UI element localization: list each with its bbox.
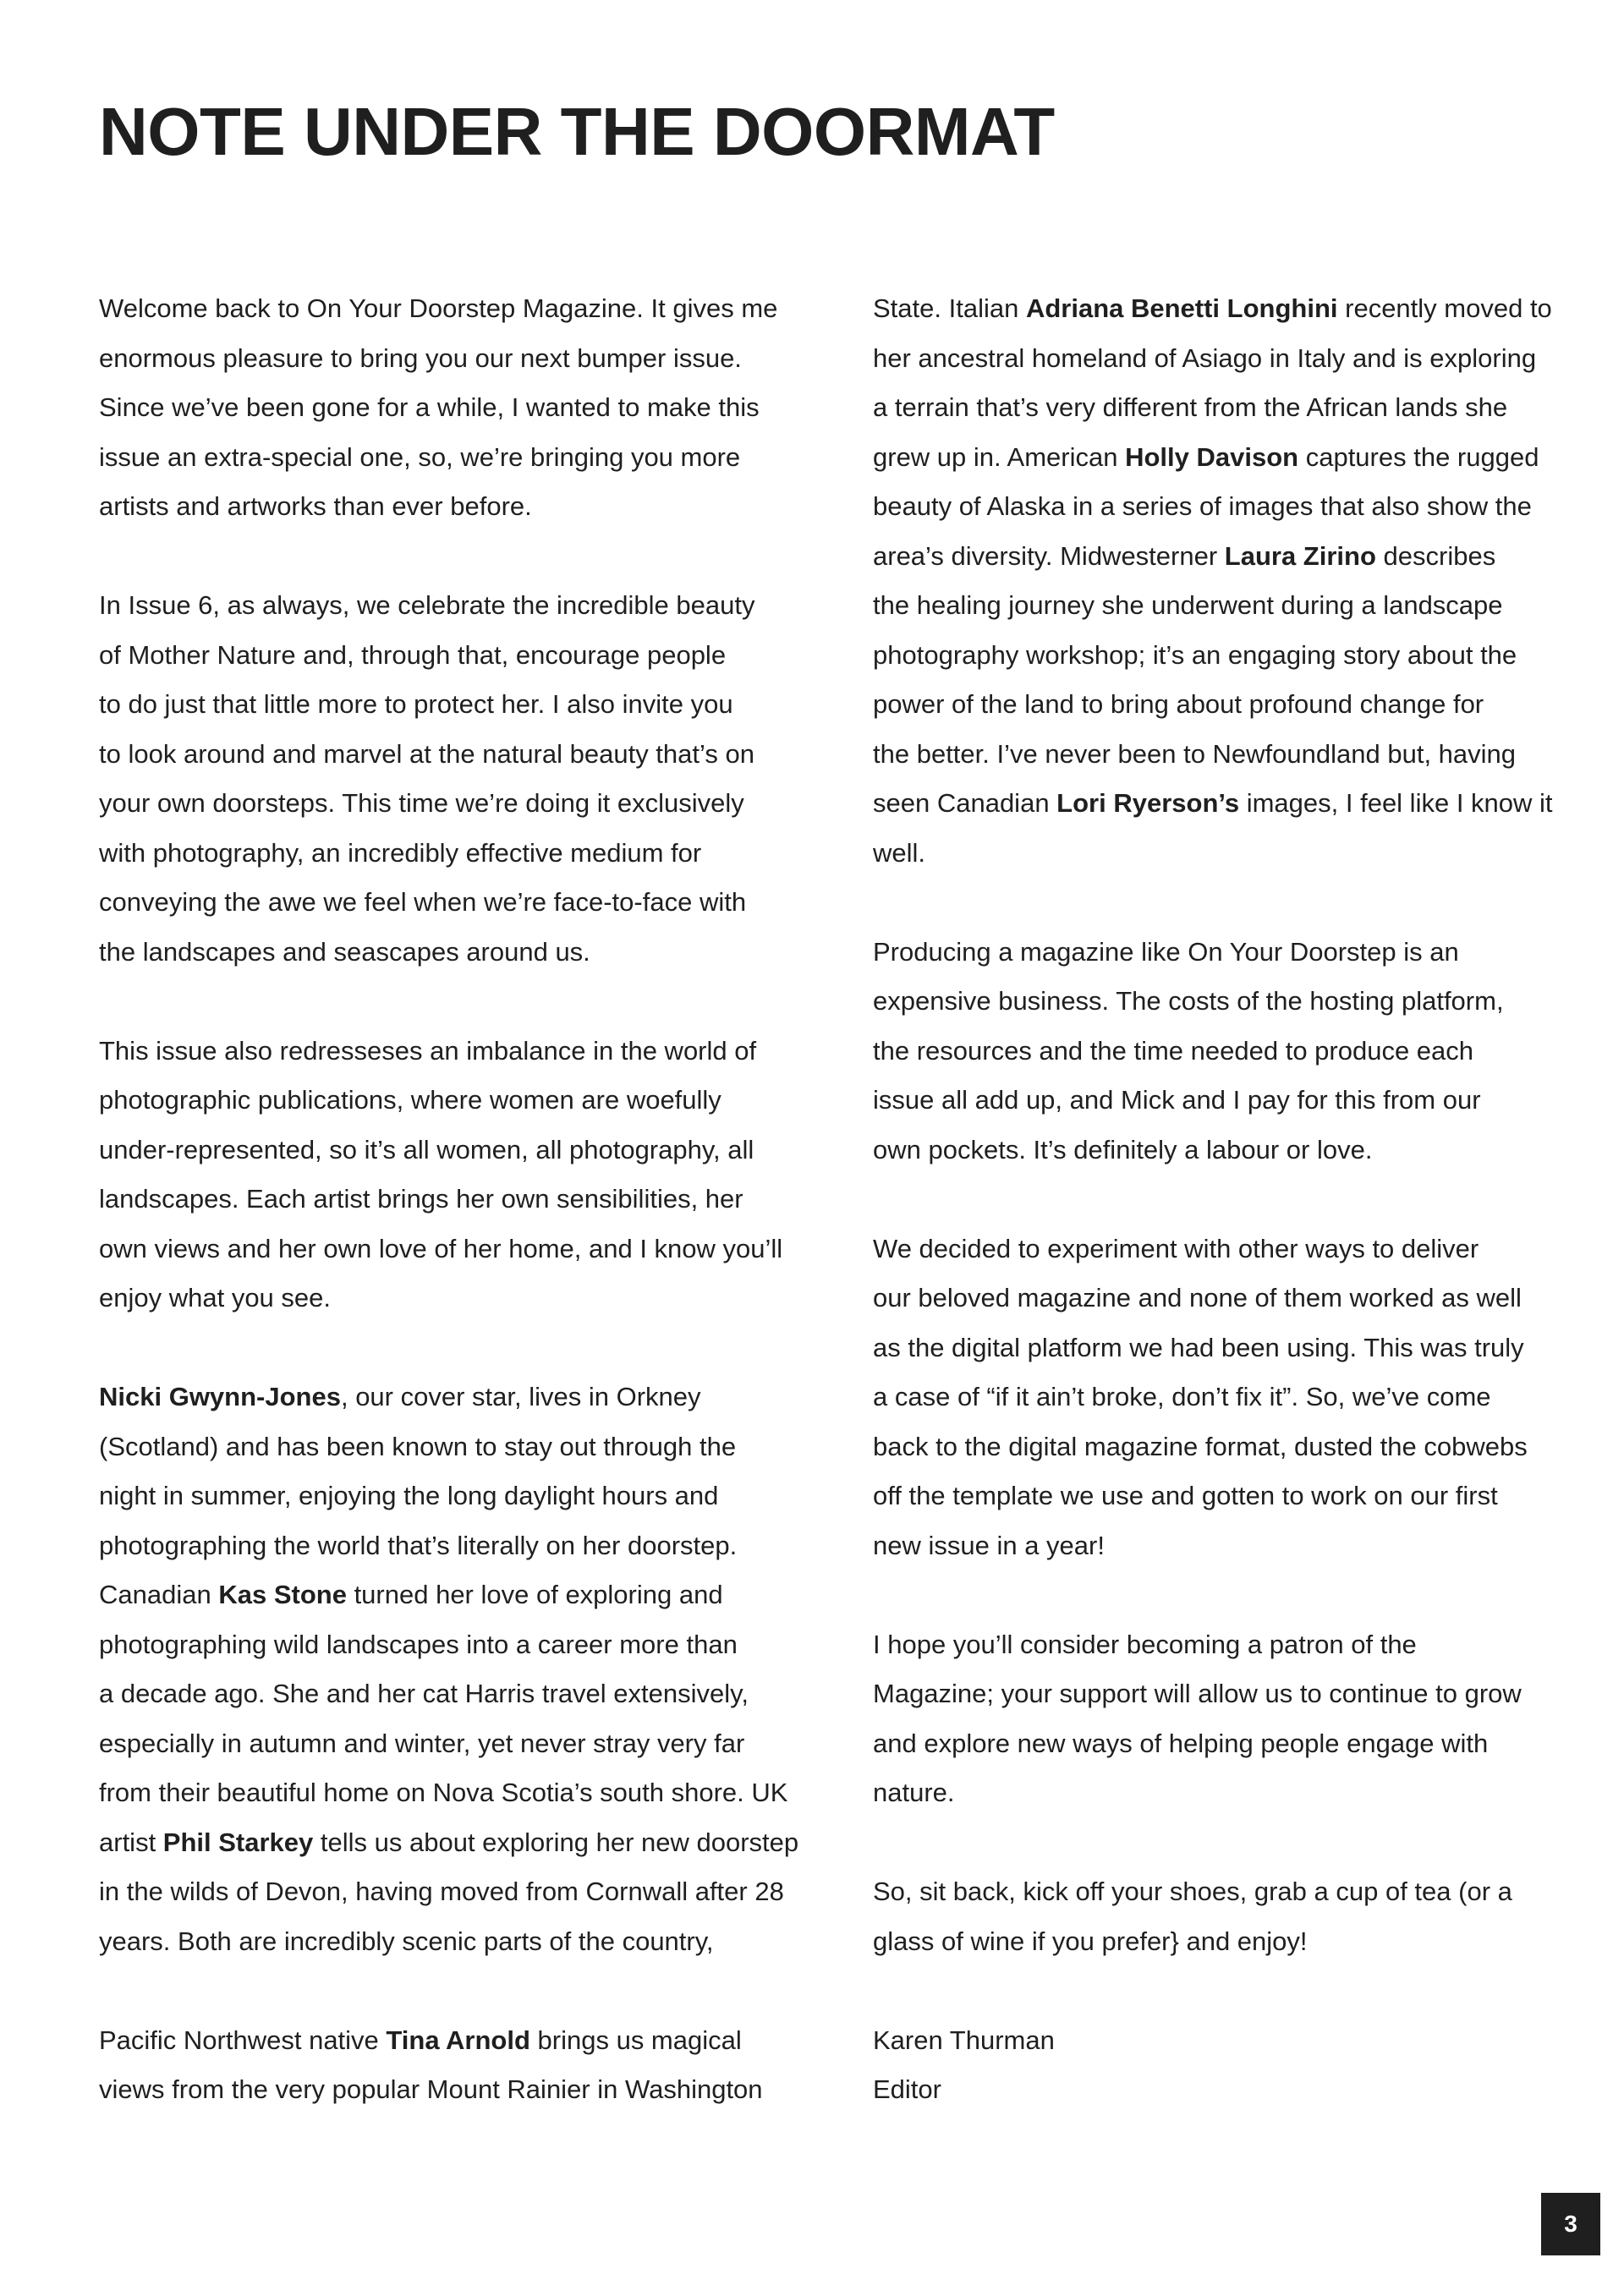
text-line — [873, 532, 1592, 582]
text-line: a terrain that’s very different from the African lands she — [873, 392, 1508, 422]
text-line: new issue in a year! — [873, 1530, 1105, 1560]
text-line — [99, 1570, 818, 1620]
paragraph-enjoy — [873, 1867, 1592, 1966]
text-line: especially in autumn and winter, yet never stray very far — [99, 1728, 745, 1758]
text-line: from their beautiful home on Nova Scotia’s south shore. UK — [99, 1778, 788, 1807]
text-line — [873, 433, 1592, 483]
paragraph-imbalance — [99, 1027, 818, 1323]
paragraph-costs — [873, 928, 1592, 1175]
text-line: Magazine; your support will allow us to continue to grow — [873, 1679, 1522, 1708]
text-line: a decade ago. She and her cat Harris travel extensively, — [99, 1679, 749, 1708]
right-column — [873, 284, 1592, 2115]
text-line — [99, 1373, 818, 1422]
text-line: glass of wine if you prefer} and enjoy! — [873, 1926, 1308, 1956]
paragraph-artists-uk-canada — [99, 1373, 818, 1966]
text-line: enjoy what you see. — [99, 1283, 332, 1312]
text-line: This issue also redresseses an imbalance in the world of — [99, 1035, 757, 1066]
text-span: area’s diversity. Midwesterner — [873, 540, 1225, 571]
text-line: the resources and the time needed to produce each — [873, 1035, 1474, 1066]
text-line — [99, 2016, 818, 2066]
text-line: I hope you’ll consider becoming a patron of the — [873, 1629, 1417, 1659]
text-line: landscapes. Each artist brings her own sensibilities, her — [99, 1184, 743, 1214]
page-number: 3 — [1541, 2193, 1600, 2255]
text-line: years. Both are incredibly scenic parts of the country, — [99, 1926, 714, 1956]
artist-name: Nicki Gwynn-Jones — [99, 1382, 341, 1411]
text-span: recently moved to — [1337, 293, 1552, 323]
text-span: tells us about exploring her new doorstep — [313, 1827, 799, 1857]
paragraph-welcome — [99, 284, 818, 532]
text-line: of Mother Nature and, through that, encourage people — [99, 639, 727, 670]
text-span: describes — [1375, 540, 1496, 571]
text-line: the healing journey she underwent during a landscape — [873, 590, 1503, 620]
text-line: with photography, an incredibly effective medium for — [99, 837, 702, 868]
text-span: Canadian — [99, 1580, 219, 1609]
text-line: views from the very popular Mount Rainier in Washington — [99, 2074, 763, 2104]
text-span: artist — [99, 1827, 163, 1857]
paragraph-pacific-northwest — [99, 2016, 818, 2115]
text-line: photographic publications, where women are woefully — [99, 1085, 721, 1115]
text-span: images, I feel like I know it — [1239, 788, 1553, 818]
text-line: beauty of Alaska in a series of images that also show the — [873, 491, 1532, 521]
text-line: the landscapes and seascapes around us. — [99, 936, 590, 967]
text-line: her ancestral homeland of Asiago in Italy and is exploring — [873, 342, 1537, 373]
text-line: issue an extra-special one, so, we’re bringing you more — [99, 441, 741, 472]
page-title: NOTE UNDER THE DOORMAT — [99, 94, 1055, 169]
text-span: , our cover star, lives in Orkney — [340, 1382, 701, 1411]
text-line: So, sit back, kick off your shoes, grab a cup of tea (or a — [873, 1877, 1512, 1906]
text-span: brings us magical — [529, 2025, 742, 2055]
text-line: Welcome back to On Your Doorstep Magazine. It gives me — [99, 293, 778, 323]
text-line: in the wilds of Devon, having moved from Cornwall after 28 — [99, 1877, 784, 1906]
artist-name: Kas Stone — [218, 1580, 347, 1609]
text-span: grew up in. American — [873, 441, 1126, 472]
text-line: back to the digital magazine format, dusted the cobwebs — [873, 1431, 1528, 1461]
text-span: Pacific Northwest native — [99, 2025, 387, 2055]
text-line: well. — [873, 837, 926, 868]
text-line: issue all add up, and Mick and I pay for this from our — [873, 1085, 1481, 1115]
text-line: as the digital platform we had been using. This was truly — [873, 1332, 1524, 1362]
text-line: off the template we use and gotten to work on our first — [873, 1481, 1498, 1510]
text-line: photographing the world that’s literally on her doorstep. — [99, 1530, 738, 1560]
text-line: conveying the awe we feel when we’re face-to-face with — [99, 887, 747, 917]
text-span: State. Italian — [873, 293, 1026, 323]
text-span: seen Canadian — [873, 788, 1057, 818]
text-line: under-represented, so it’s all women, all photography, all — [99, 1134, 754, 1164]
text-line: your own doorsteps. This time we’re doing it exclusively — [99, 788, 744, 818]
paragraph-issue-6 — [99, 581, 818, 977]
artist-name: Laura Zirino — [1224, 540, 1376, 571]
text-line: (Scotland) and has been known to stay out through the — [99, 1431, 737, 1461]
artist-name: Adriana Benetti Longhini — [1025, 293, 1338, 323]
text-line: our beloved magazine and none of them worked as well — [873, 1283, 1522, 1312]
text-line: to do just that little more to protect her. I also invite you — [99, 689, 733, 719]
paragraph-experiment — [873, 1225, 1592, 1571]
text-line: artists and artworks than ever before. — [99, 491, 532, 521]
text-line: We decided to experiment with other ways to deliver — [873, 1233, 1479, 1263]
paragraph-patron — [873, 1620, 1592, 1818]
text-line: night in summer, enjoying the long daylight hours and — [99, 1481, 719, 1510]
text-line: enormous pleasure to bring you our next bumper issue. — [99, 342, 742, 373]
text-line — [873, 284, 1592, 334]
text-span: turned her love of exploring and — [346, 1580, 723, 1609]
left-column — [99, 284, 818, 2115]
text-line: the better. I’ve never been to Newfoundland but, having — [873, 738, 1517, 769]
paragraph-artists-international — [873, 284, 1592, 878]
text-line: to look around and marvel at the natural beauty that’s on — [99, 738, 754, 769]
text-line: and explore new ways of helping people engage with — [873, 1728, 1489, 1758]
text-line — [873, 779, 1592, 829]
artist-name: Tina Arnold — [386, 2025, 530, 2055]
signature — [873, 2016, 1592, 2115]
text-line: Producing a magazine like On Your Doorstep is an — [873, 936, 1459, 967]
artist-name: Lori Ryerson’s — [1056, 788, 1240, 818]
text-line: power of the land to bring about profound change for — [873, 689, 1484, 719]
text-line: photography workshop; it’s an engaging story about the — [873, 639, 1517, 670]
text-span: captures the rugged — [1298, 441, 1539, 472]
text-line: photographing wild landscapes into a career more than — [99, 1629, 738, 1659]
text-line: Since we’ve been gone for a while, I wanted to make this — [99, 392, 760, 422]
text-line: expensive business. The costs of the hosting platform, — [873, 986, 1504, 1016]
text-line: a case of “if it ain’t broke, don’t fix it”. So, we’ve come — [873, 1382, 1491, 1411]
signature-role: Editor — [873, 2074, 941, 2104]
text-line — [99, 1818, 818, 1868]
text-line: In Issue 6, as always, we celebrate the incredible beauty — [99, 590, 755, 620]
text-line: own pockets. It’s definitely a labour or love. — [873, 1134, 1373, 1164]
artist-name: Phil Starkey — [162, 1827, 314, 1857]
text-line: nature. — [873, 1778, 955, 1807]
text-line: own views and her own love of her home, and I know you’ll — [99, 1233, 783, 1263]
signature-name: Karen Thurman — [873, 2025, 1055, 2055]
artist-name: Holly Davison — [1125, 441, 1299, 472]
